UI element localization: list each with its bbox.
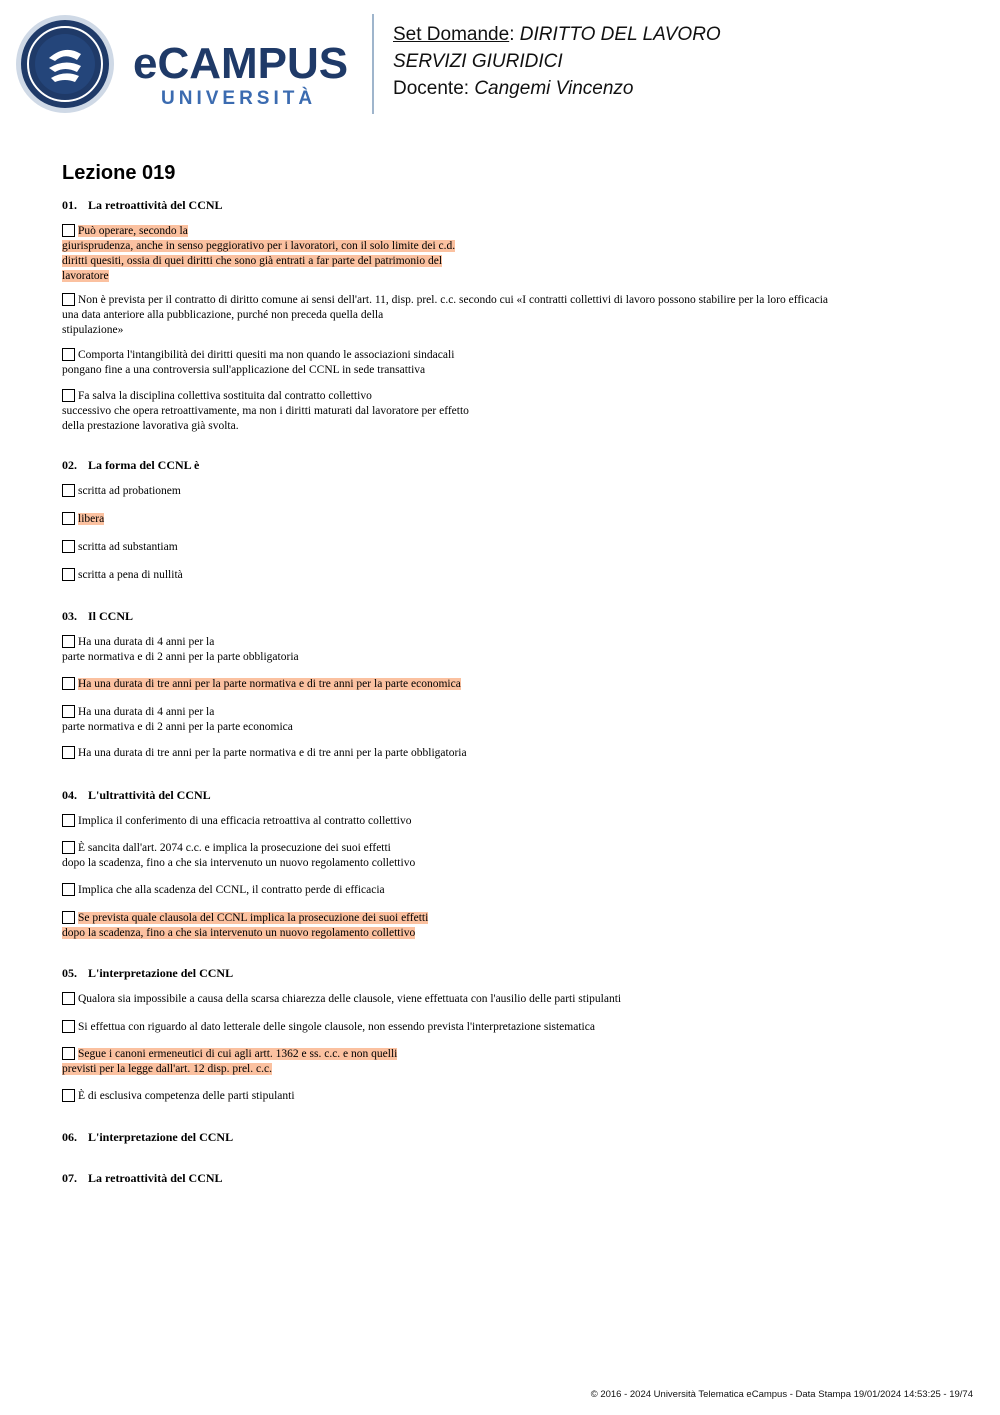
answer-text: diritti quesiti, ossia di quei diritti che sono già entrati a far parte del patrimonio del bbox=[62, 255, 443, 267]
answer-text: Fa salva la disciplina collettiva sostituita dal contratto collettivo bbox=[78, 390, 372, 402]
question-title bbox=[62, 1171, 223, 1186]
lesson-title: Lezione 019 bbox=[62, 162, 176, 184]
answer-checkbox[interactable] bbox=[62, 992, 75, 1005]
answer-option bbox=[62, 540, 178, 555]
answer-text: pongano fine a una controversia sull'applicazione del CCNL in sede transattiva bbox=[62, 364, 426, 376]
answer-option bbox=[62, 746, 467, 761]
answer-text: giurisprudenza, anche in senso peggiorativo per i lavoratori, con il solo limite dei c.d. bbox=[62, 240, 456, 252]
answer-text: scritta ad probationem bbox=[78, 485, 181, 497]
answer-option bbox=[62, 293, 828, 338]
answer-checkbox[interactable] bbox=[62, 389, 75, 402]
question-title bbox=[62, 1130, 233, 1145]
logo-wordmark: eCAMPUS bbox=[133, 39, 349, 88]
question-text: Il CCNL bbox=[88, 609, 134, 623]
question-title bbox=[62, 458, 199, 473]
answer-checkbox[interactable] bbox=[62, 705, 75, 718]
header-divider bbox=[372, 14, 374, 114]
answer-option bbox=[62, 484, 181, 499]
answer-text: Se prevista quale clausola del CCNL implica la prosecuzione dei suoi effetti bbox=[78, 912, 429, 924]
question-text: La retroattività del CCNL bbox=[88, 198, 223, 212]
answer-text: lavoratore bbox=[62, 270, 109, 282]
answer-text: Si effettua con riguardo al dato letterale delle singole clausole, non essendo prevista l'interpretazione sistematica bbox=[78, 1021, 595, 1033]
answer-checkbox[interactable] bbox=[62, 348, 75, 361]
answer-text: parte normativa e di 2 anni per la parte economica bbox=[62, 721, 293, 733]
answer-option-correct bbox=[62, 512, 104, 527]
answer-text: dopo la scadenza, fino a che sia intervenuto un nuovo regolamento collettivo bbox=[62, 857, 416, 869]
question-number: 01. bbox=[62, 198, 77, 212]
answer-option bbox=[62, 348, 454, 378]
question-number: 02. bbox=[62, 458, 77, 472]
question-number: 04. bbox=[62, 788, 77, 802]
answer-text: scritta ad substantiam bbox=[78, 541, 178, 553]
answer-checkbox[interactable] bbox=[62, 568, 75, 581]
answer-checkbox[interactable] bbox=[62, 224, 75, 237]
answer-option bbox=[62, 568, 183, 583]
answer-checkbox[interactable] bbox=[62, 883, 75, 896]
course-info: Set Domande: DIRITTO DEL LAVORO SERVIZI GIURIDICI Docente: Cangemi Vincenzo bbox=[393, 24, 721, 99]
answer-option bbox=[62, 1020, 595, 1035]
answer-text: Comporta l'intangibilità dei diritti quesiti ma non quando le associazioni sindacali bbox=[78, 349, 455, 361]
question-text: L'interpretazione del CCNL bbox=[88, 1130, 234, 1144]
question-number: 06. bbox=[62, 1130, 77, 1144]
answer-option-correct bbox=[62, 1047, 397, 1077]
answer-checkbox[interactable] bbox=[62, 814, 75, 827]
answer-option bbox=[62, 635, 299, 665]
question-text: L'ultrattività del CCNL bbox=[88, 788, 211, 802]
answer-checkbox[interactable] bbox=[62, 512, 75, 525]
answer-checkbox[interactable] bbox=[62, 1047, 75, 1060]
answer-text: Ha una durata di tre anni per la parte normativa e di tre anni per la parte economica bbox=[78, 678, 461, 690]
answer-text: Ha una durata di 4 anni per la bbox=[78, 636, 215, 648]
answer-checkbox[interactable] bbox=[62, 911, 75, 924]
answer-checkbox[interactable] bbox=[62, 841, 75, 854]
question-text: L'interpretazione del CCNL bbox=[88, 966, 234, 980]
answer-option bbox=[62, 841, 415, 871]
question-number: 03. bbox=[62, 609, 77, 623]
answer-text: parte normativa e di 2 anni per la parte obbligatoria bbox=[62, 651, 299, 663]
answer-text: Implica il conferimento di una efficacia retroattiva al contratto collettivo bbox=[78, 815, 412, 827]
question-title bbox=[62, 609, 133, 624]
set-label: Set Domande bbox=[393, 24, 510, 45]
answer-checkbox[interactable] bbox=[62, 1020, 75, 1033]
question-number: 07. bbox=[62, 1171, 77, 1185]
answer-text: dopo la scadenza, fino a che sia intervenuto un nuovo regolamento collettivo bbox=[62, 927, 416, 939]
university-seal-icon bbox=[15, 14, 115, 114]
question-title bbox=[62, 966, 233, 981]
answer-option bbox=[62, 883, 385, 898]
logo-subtitle: UNIVERSITÀ bbox=[161, 88, 317, 109]
page-header bbox=[0, 0, 1000, 130]
answer-checkbox[interactable] bbox=[62, 1089, 75, 1102]
answer-text: Ha una durata di 4 anni per la bbox=[78, 706, 215, 718]
answer-checkbox[interactable] bbox=[62, 635, 75, 648]
question-number: 05. bbox=[62, 966, 77, 980]
page-footer: © 2016 - 2024 Università Telematica eCampus - Data Stampa 19/01/2024 14:53:25 - 19/74 bbox=[590, 1389, 973, 1400]
answer-text: scritta a pena di nullità bbox=[78, 569, 183, 581]
question-title bbox=[62, 788, 211, 803]
answer-option bbox=[62, 814, 411, 829]
answer-option bbox=[62, 705, 293, 735]
answer-option bbox=[62, 389, 469, 434]
teacher-name: Cangemi Vincenzo bbox=[474, 78, 634, 99]
answer-text: previsti per la legge dall'art. 12 disp. prel. c.c. bbox=[62, 1063, 272, 1075]
answer-text: libera bbox=[78, 513, 105, 525]
answer-text: Segue i canoni ermeneutici di cui agli artt. 1362 e ss. c.c. e non quelli bbox=[78, 1048, 398, 1060]
answer-option bbox=[62, 992, 621, 1007]
course-program: SERVIZI GIURIDICI bbox=[393, 51, 563, 72]
answer-checkbox[interactable] bbox=[62, 484, 75, 497]
answer-checkbox[interactable] bbox=[62, 677, 75, 690]
answer-text: successivo che opera retroattivamente, ma non i diritti maturati dal lavoratore per effetto bbox=[62, 405, 469, 417]
answer-text: stipulazione» bbox=[62, 324, 124, 336]
question-title bbox=[62, 198, 223, 213]
question-text: La retroattività del CCNL bbox=[88, 1171, 223, 1185]
answer-checkbox[interactable] bbox=[62, 293, 75, 306]
answer-option-correct bbox=[62, 911, 428, 941]
teacher-label: Docente: bbox=[393, 78, 470, 99]
course-name: DIRITTO DEL LAVORO bbox=[519, 24, 721, 45]
question-text: La forma del CCNL è bbox=[88, 458, 200, 472]
answer-text: Qualora sia impossibile a causa della scarsa chiarezza delle clausole, viene effettuata con l'ausilio delle parti stipulanti bbox=[78, 993, 622, 1005]
answer-text: Può operare, secondo la bbox=[78, 225, 188, 237]
answer-checkbox[interactable] bbox=[62, 540, 75, 553]
answer-text: È sancita dall'art. 2074 c.c. e implica la prosecuzione dei suoi effetti bbox=[78, 842, 391, 854]
answer-checkbox[interactable] bbox=[62, 746, 75, 759]
answer-text: Implica che alla scadenza del CCNL, il contratto perde di efficacia bbox=[78, 884, 385, 896]
answer-text: una data anteriore alla pubblicazione, purché non preceda quella della bbox=[62, 309, 384, 321]
answer-option-correct bbox=[62, 677, 461, 692]
answer-text: Non è prevista per il contratto di diritto comune ai sensi dell'art. 11, disp. prel. c.c. secondo cui «I contratti collettivi di lavoro possono stabilire per la loro efficacia bbox=[78, 294, 828, 306]
answer-option bbox=[62, 1089, 295, 1104]
answer-text: Ha una durata di tre anni per la parte normativa e di tre anni per la parte obbligatoria bbox=[78, 747, 467, 759]
answer-text: della prestazione lavorativa già svolta. bbox=[62, 420, 239, 432]
answer-text: È di esclusiva competenza delle parti stipulanti bbox=[78, 1090, 295, 1102]
answer-option-correct bbox=[62, 224, 455, 284]
